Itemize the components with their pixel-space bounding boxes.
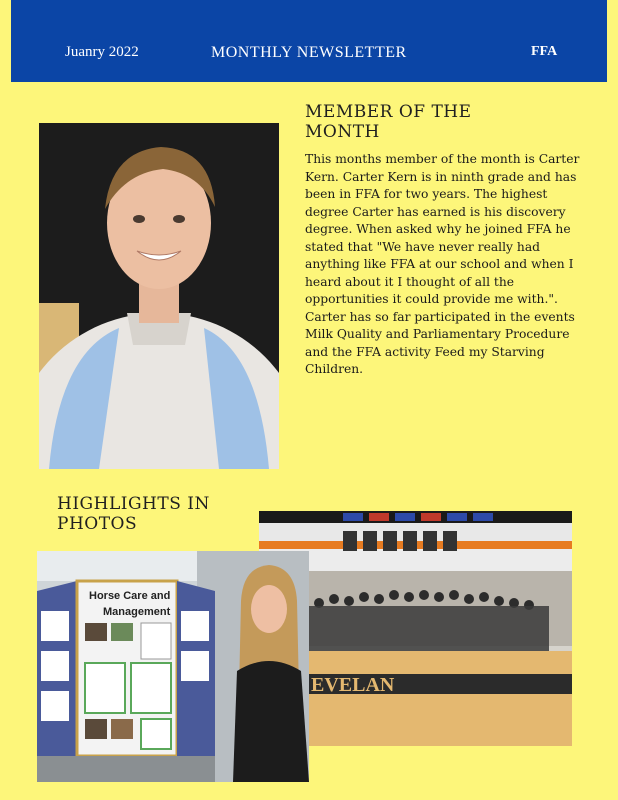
gym-floor-text: EVELAN: [311, 674, 395, 696]
poster-title-line2: Management: [103, 606, 171, 618]
poster-board-photo: [37, 551, 309, 782]
newsletter-header: [11, 0, 607, 82]
member-of-month-heading: MEMBER OF THE MONTH: [305, 102, 472, 142]
portrait-illustration: [39, 123, 279, 469]
highlights-heading: HIGHLIGHTS IN PHOTOS: [57, 494, 210, 534]
poster-title-line1: Horse Care and: [89, 590, 171, 602]
newsletter-title: MONTHLY NEWSLETTER: [211, 44, 407, 61]
issue-date: Juanry 2022: [65, 44, 139, 60]
member-portrait-photo: [39, 123, 279, 469]
member-of-month-text: This months member of the month is Carter Kern. Carter Kern is in ninth grade and has been in FFA for two years. The highest degree Carter has earned is his discovery degree. When asked why he joined FFA he stated that "We have never really had anything like FFA at our school and when I heard about it I thought of all the opportunities it could provide me with.". Carter has so far participated in the events Milk Quality and Parliamentary Procedure and the FFA activity Feed my Starving Children.: [305, 152, 580, 376]
poster-illustration: [37, 551, 309, 782]
organization-name: FFA: [531, 44, 558, 59]
